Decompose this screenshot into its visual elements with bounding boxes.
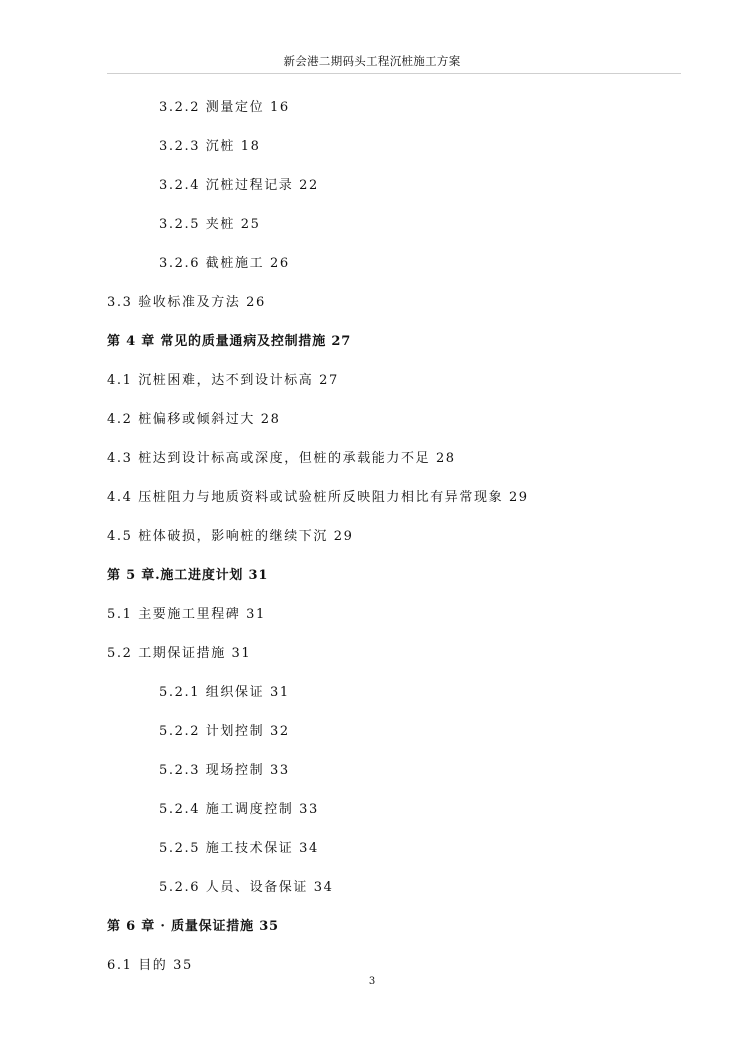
toc-entry[interactable]: 5.2.2 计划控制 32 — [159, 724, 290, 739]
toc-entry[interactable]: 4.2 桩偏移或倾斜过大 28 — [107, 412, 281, 427]
toc-entry[interactable]: 6.1 目的 35 — [107, 958, 193, 973]
toc-entry[interactable]: 4.5 桩体破损，影响桩的继续下沉 29 — [107, 529, 354, 544]
toc-entry[interactable]: 5.2.1 组织保证 31 — [159, 685, 290, 700]
toc-chapter-entry[interactable]: 第 5 章.施工进度计划 31 — [107, 568, 269, 583]
toc-entry[interactable]: 4.3 桩达到设计标高或深度，但桩的承载能力不足 28 — [107, 451, 456, 466]
toc-entry[interactable]: 3.2.6 截桩施工 26 — [159, 256, 290, 271]
toc-entry[interactable]: 5.2.4 施工调度控制 33 — [159, 802, 319, 817]
toc-entry[interactable]: 5.2.3 现场控制 33 — [159, 763, 290, 778]
toc-entry[interactable]: 3.2.4 沉桩过程记录 22 — [159, 178, 319, 193]
toc-entry[interactable]: 5.2.6 人员、设备保证 34 — [159, 880, 334, 895]
toc-entry[interactable]: 4.1 沉桩困难，达不到设计标高 27 — [107, 373, 339, 388]
toc-entry[interactable]: 3.3 验收标准及方法 26 — [107, 295, 266, 310]
toc-chapter-entry[interactable]: 第 6 章 · 质量保证措施 35 — [107, 919, 279, 934]
page-number: 3 — [368, 976, 376, 987]
page-header-title: 新会港二期码头工程沉桩施工方案 — [283, 54, 461, 68]
toc-entry[interactable]: 3.2.2 测量定位 16 — [159, 100, 290, 115]
toc-entry[interactable]: 5.2.5 施工技术保证 34 — [159, 841, 319, 856]
toc-entry[interactable]: 3.2.5 夹桩 25 — [159, 217, 261, 232]
toc-entry[interactable]: 3.2.3 沉桩 18 — [159, 139, 261, 154]
toc-entry[interactable]: 5.2 工期保证措施 31 — [107, 646, 252, 661]
toc-chapter-entry[interactable]: 第 4 章 常见的质量通病及控制措施 27 — [107, 334, 352, 349]
toc-entry[interactable]: 5.1 主要施工里程碑 31 — [107, 607, 266, 622]
toc-entry[interactable]: 4.4 压桩阻力与地质资料或试验桩所反映阻力相比有异常现象 29 — [107, 490, 529, 505]
